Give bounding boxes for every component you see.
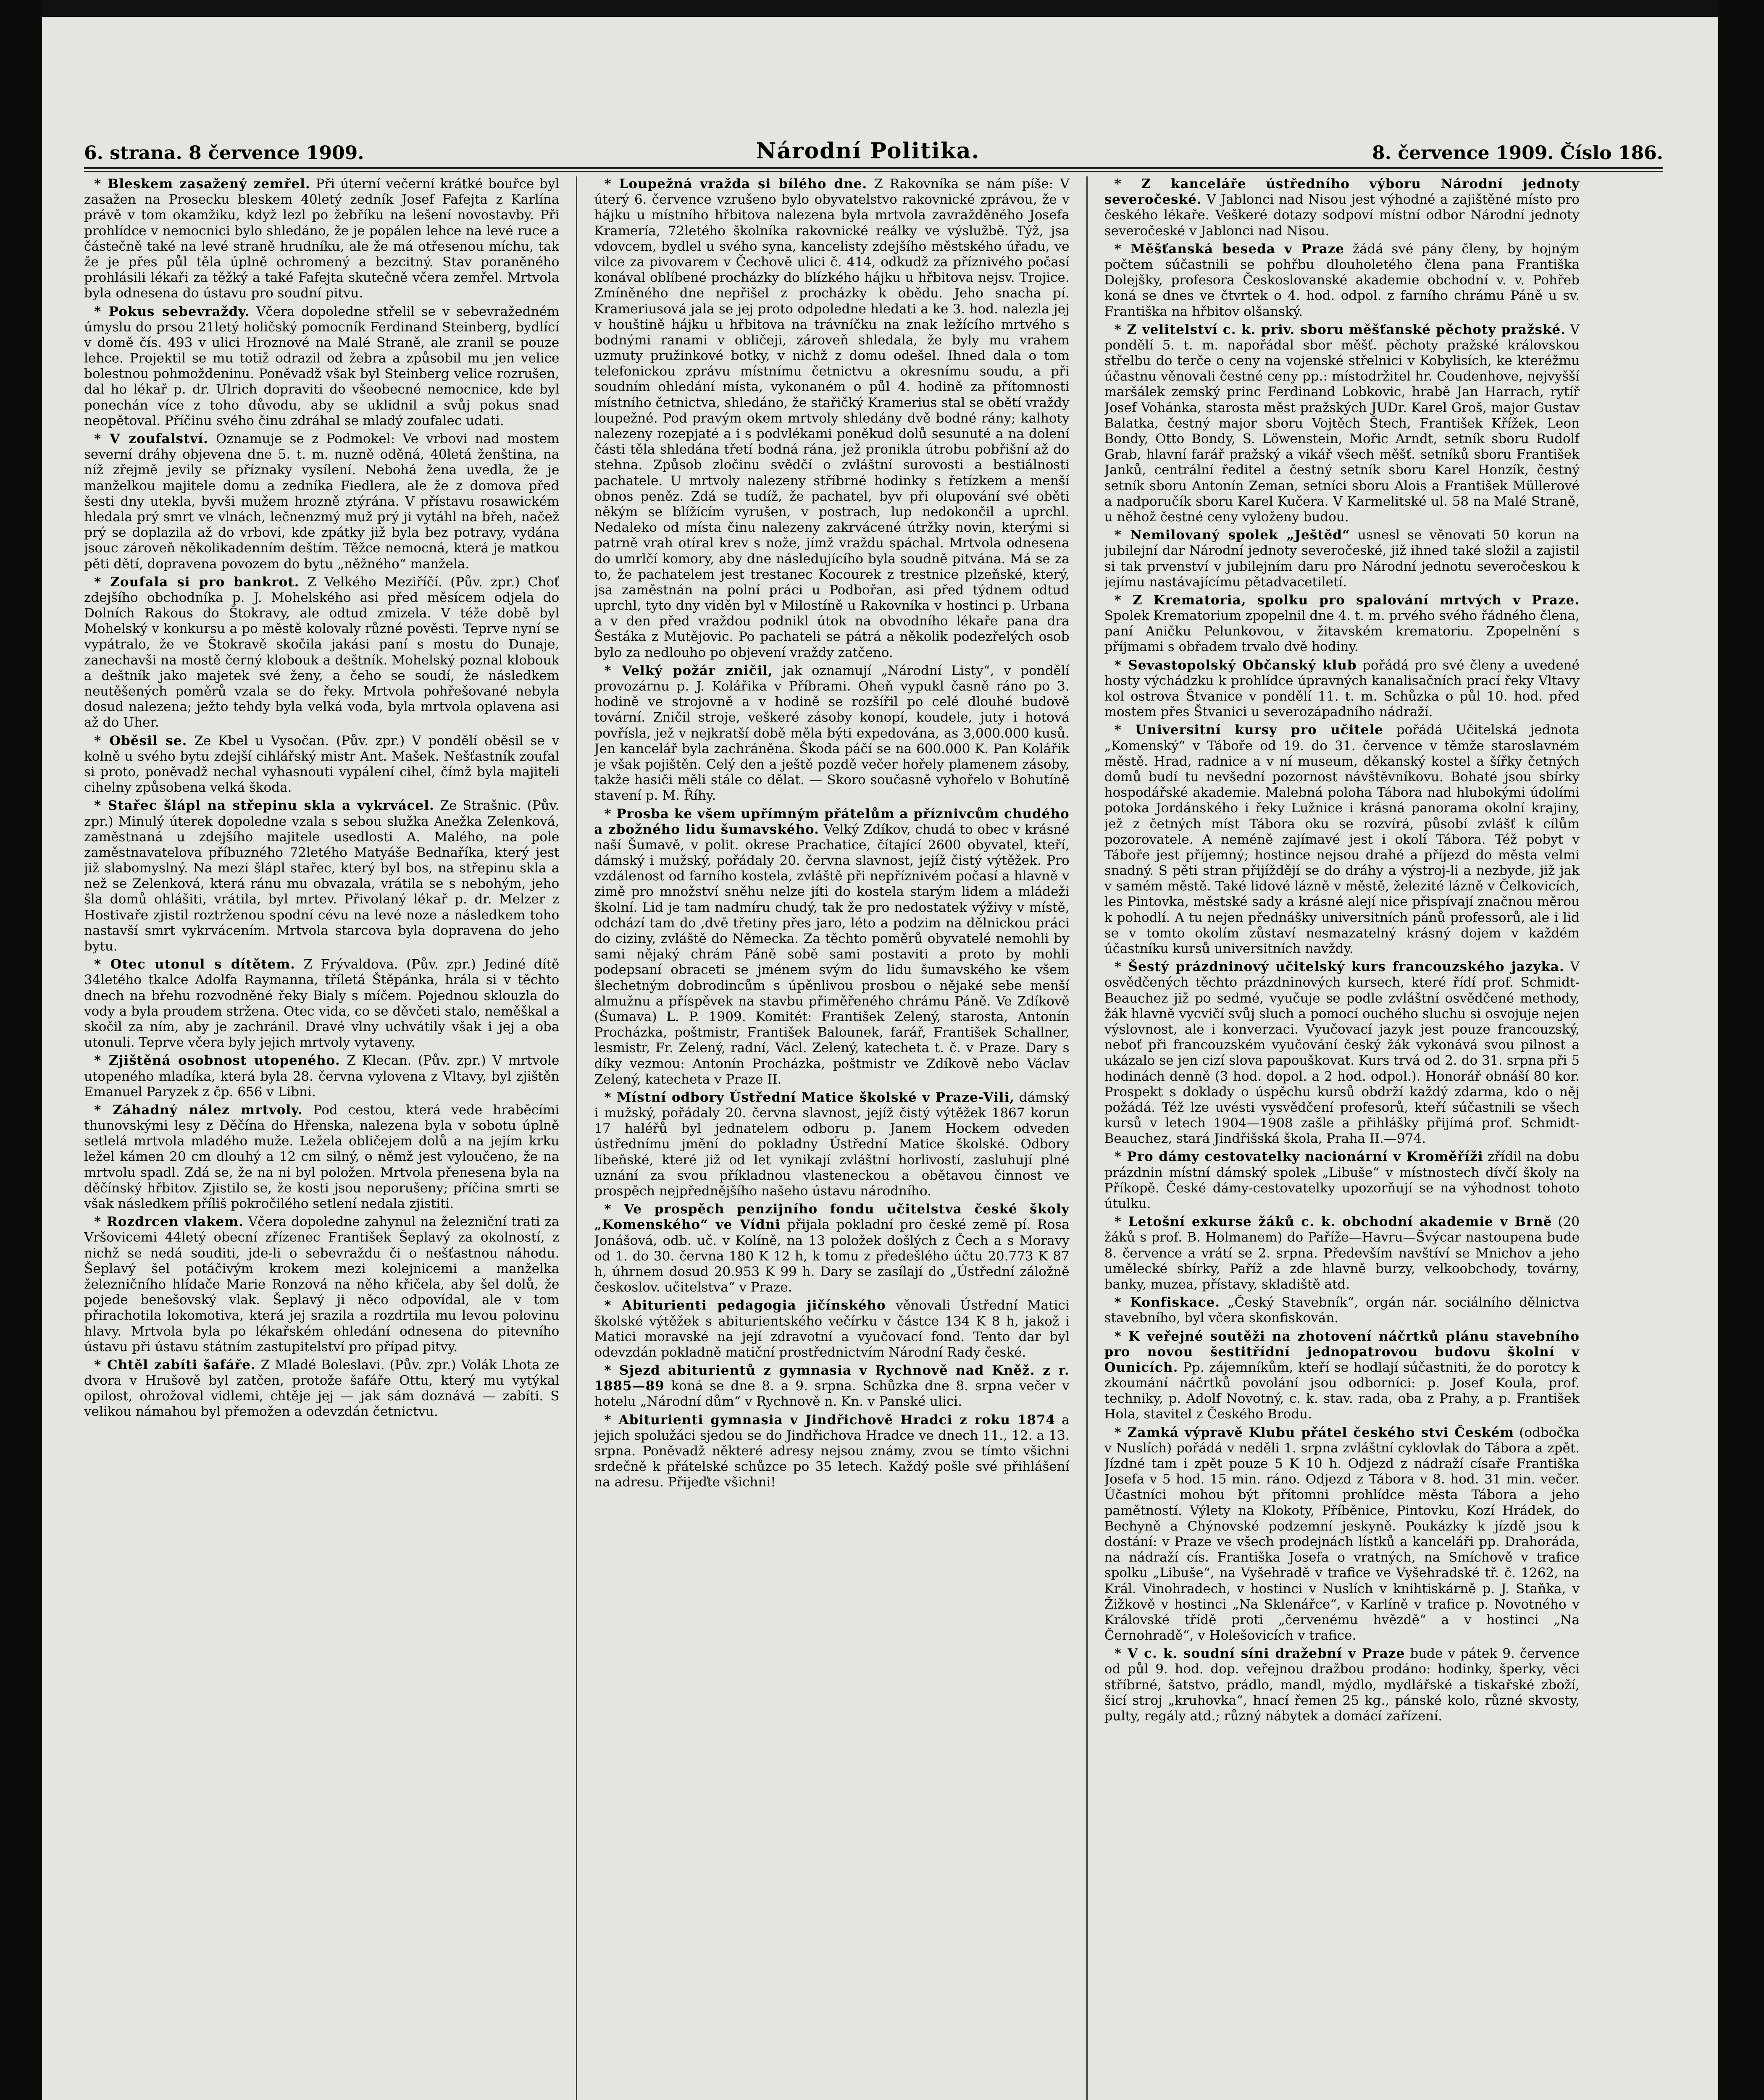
article-paragraph (1104, 658, 1580, 720)
article-body: V pondělí 5. t. m. napořádal sbor měšť. pěchoty pražské královskou střelbu do terče o ceny na vojenské střelnici v Kobylisích, ke kteréžmu účastnu věnovali čestné ceny pp.: místodržitel hr. Coudenhove, nejvyšší maršálek zemský princ Ferdinand Lobkovic, hrabě Jan Harrach, rytíř Josef Vohánka, starosta měst pražských JUDr. Karel Groš, major Gustav Balatka, čestný major sboru Vojtěch Štech, František Křížek, Leon Bondy, Otto Bondy, S. Löwenstein, Mořic Arndt, setník sboru Rudolf Grab, hlavní farář pražský a vikář všech měšť. setníků sboru František Janků, centrální ředitel a čestný setník sboru Karel Honzík, čestný setník sboru Antonín Zeman, setníci sboru Alois a František Müllerové a nadporučík sboru Karel Kučera. V Karmelitské ul. 58 na Malé Straně, u něhož čestné ceny vyloženy budou. (1104, 322, 1580, 525)
article-headline: * Ve prospěch penzijního fondu učitelstva české školy „Komenského“ ve Vídni (594, 1202, 1070, 1233)
article-body: Ze Strašnic. (Pův. zpr.) Minulý úterek dopoledne vzala s sebou služka Anežka Zelenková, zaměstnaná u zdejšího majitele usedlosti A. Malého, na pole zaměstnavatelova příbuzného 72letého Matyáše Bednaříka, který jest již slabomyslný. Na mezi šlápl stařec, který byl bos, na střepinu skla a než se Zelenková, která ránu mu obvazala, vrátila se s nebohým, jeho šla domů ohlášiti, vrátila, byl mrtev. Přivolaný lékař p. dr. Melzer z Hostivaře zjistil roztrženou spodní cévu na levé noze a následkem toho nastavší smrt vykrvácením. Mrtvola starcova byla dopravena do jeho bytu. (84, 798, 560, 954)
article-headline: * Prosba ke všem upřímným přátelům a příznivcům chudého a zbožného lidu šumavského. (594, 806, 1070, 837)
article-paragraph (594, 176, 1069, 661)
article-headline: * Velký požár zničil, (604, 663, 773, 678)
article-body: Z Velkého Meziříčí. (Pův. zpr.) Choť zdejšího obchodníka p. J. Mohelského asi před měsícem odjela do Dolních Rakous do Štokravy, ale odtud zmizela. V téže době byl Mohelský v konkursu a po městě kolovaly různé pověsti. Teprve nyní se vypátralo, že ve Štokravě skočila jakási paní s mostu do Dunaje, zanechavši na mostě černý klobouk a deštník. Mohelský poznal klobouk a deštník jako majetek své ženy, a čeho se soudí, že následkem neutěšených poměrů vzala se do řeky. Mrtvola pohřešované nebyla dosud nalezena; ježto tehdy byla velká voda, byla mrtvola oplavena asi až do Uher. (84, 574, 560, 730)
article-body: věnovali Ústřední Matici školské výtěžek s abiturientského večírku v částce 134 K 8 h, jakož i Matici moravské na její zdravotní a vyučovací fond. Tento dar byl odevzdán pokladně matiční prostřednictvím Národní Rady české. (594, 1298, 1070, 1360)
article-body: (odbočka v Nuslích) pořádá v neděli 1. srpna zvláštní cyklovlak do Tábora a zpět. Jízdné tam i zpět pouze 5 K 10 h. Odjezd z nádraží císaře Františka Josefa v 5 hod. 15 min. ráno. Odjezd z Tábora v 8. hod. 31 min. večer. Účastníci mohou být přítomni prohlídce města Tábora a jeho pamětností. Výlety na Klokoty, Příběnice, Pintovku, Kozí Hrádek, do Bechyně a Chýnovské podzemní jeskyně. Poukázky k jízdě jsou k dostání: v Praze ve všech prodejnách lístků a kanceláři pp. Drahoráda, na nádraží cís. Františka Josefa o vratných, na Smíchově v trafice spolku „Libuše“, na Vyšehradě v trafice ve Vyšehradské tř. č. 1262, na Král. Vinohradech, v hostinci v Nuslích v knihtiskárně p. J. Staňka, v Žižkově v hostinci „Na Sklenářce“, v Karlíně v trafice p. Novotného v Královské třídě proti „červenému hvězdě“ a v hostinci „Na Černohradě“, v Holešovicích v trafice. (1104, 1425, 1580, 1643)
article-headline: * Z Krematoria, spolku pro spalování mrtvých v Praze. (1114, 592, 1580, 608)
article-body: pořádá Učitelská jednota „Komenský“ v Táboře od 19. do 31. července v těmže staroslavném městě. Hrad, radnice a v ní museum, děkanský kostel a šířky četných domů budí tu nevšední pozornost návštěvníkovu. Bohaté jsou sbírky hospodářské akademie. Malebná poloha Tábora nad hlubokými údolími potoka Jordánského i řeky Lužnice i krásná panorama okolní krajiny, jež z četných míst Tábora oku se rozvírá, působí zvlášť k cílům pozorovatele. A neméně zajímavé jest i okolí Tábora. Též pobyt v Táboře jest příjemný; hostince nejsou drahé a příjezd do města velmi snadný. S pěti stran přijíždějí se do dráhy a výstroj-li a nezbyde, již jak v samém městě. Také lidové lázně v městě, železité lázně v Čelkovicích, les Pintovka, městské sady a krásné alejí nice přispívají značnou měrou k pohodlí. A tu nejen přednášky universitních pánů professorů, ale i lid se v tomto okolím zůstaví nesmazatelný krásný dojem v každém účastníku kursů universitních navždy. (1104, 722, 1580, 956)
article-paragraph (84, 798, 559, 954)
article-paragraph (1104, 1295, 1580, 1326)
article-headline: * Oběsil se. (94, 733, 187, 748)
article-headline: * Pokus sebevraždy. (94, 304, 250, 319)
article-paragraph (1104, 1214, 1580, 1292)
article-body: Pod cestou, která vede hraběcími thunovskými lesy z Děčína do Hřenska, nalezena byla v sobotu úplně setlelá mrtvola mladého muže. Ležela obličejem dolů a na jejím krku ležel kámen 20 cm dlouhý a 12 cm silný, o němž jest vyloučeno, že na mrtvolu spadl. Zdá se, že na ni byl položen. Mrtvola přenesena byla na děčínský hřbitov. Zjistilo se, že kosti jsou neporušeny; příčina smrti se však následkem příliš pokročilého setlení nedala zjistiti. (84, 1102, 560, 1211)
article-headline: * Abiturienti gymnasia v Jindřichově Hradci z roku 1874 (604, 1412, 1056, 1428)
article-headline: * Zamká výpravě Klubu přátel českého stvi Českém (1114, 1425, 1514, 1440)
article-body: přijala pokladní pro české země pí. Rosa Jonášová, odb. uč. v Kolíně, na 13 položek došlých z Čech a s Moravy od 1. do 30. června 180 K 12 h, k tomu z předešlého účtu 20.773 K 87 h, úhrnem dosud 20.953 K 99 h. Dary se zasílají do „Ústřední záložně českoslov. učitelstva“ v Praze. (594, 1217, 1070, 1295)
article-headline: * Nemilovaný spolek „Ještěd“ (1114, 528, 1350, 543)
article-paragraph (594, 1298, 1069, 1360)
column-3 (1104, 176, 1580, 2100)
article-paragraph (84, 957, 559, 1050)
article-paragraph (594, 1090, 1069, 1199)
article-headline: * Universitní kursy pro učitele (1114, 722, 1384, 738)
masthead-title: Národní Politika. (756, 138, 980, 164)
article-headline: * Stařec šlápl na střepinu skla a vykrvácel. (94, 798, 434, 814)
article-body: usnesl se věnovati 50 korun na jubilejní dar Národní jednoty severočeské, již ihned také složil a zajistil si tak prvenství v jubilejním daru pro Národní jednotu severočeskou k jejímu nastávajícímu pětadvacetiletí. (1104, 528, 1580, 590)
article-paragraph (84, 575, 559, 731)
article-body: Oznamuje se z Podmokel: Ve vrbovi nad mostem severní dráhy objevena dne 5. t. m. nuzně oděná, 40letá ženština, na níž zřejmě jevily se příznaky vysílení. Nebohá žena uvedla, že je manželkou majitele domu a zedníka Fiedlera, ale že z domova před šesti dny utekla, byvši mužem hrozně ztýrána. V přístavu rosawickém hledala prý smrt ve vlnách, lečnenzmý muž prý ji vytáhl na břeh, načež prý se doplazila až do vrbovi, kde zpátky již byla bez potravy, vydána jsouc zároveň několikadenním deštím. Těžce nemocná, která je matkou pěti dětí, dopravena povozem do bytu „něžného“ manžela. (84, 431, 560, 572)
article-headline: * Chtěl zabíti šafáře. (94, 1357, 256, 1373)
header-right: 8. července 1909. Číslo 186. (1372, 142, 1663, 164)
article-headline: * Z velitelství c. k. priv. sboru měšťanské pěchoty pražské. (1114, 322, 1566, 337)
article-body: Z Frývaldova. (Pův. zpr.) Jediné dítě 34letého tkalce Adolfa Raymanna, tříletá Štěpánka, hrála si v těchto dnech na břehu rozvodněné řeky Bialy s míčem. Pojednou sklouzla do vody a byla proudem stržena. Otec vida, co se děvčeti stalo, neměškal a skočil za ním, aby je zachránil. Dravé vlny uchvátily však i jej a oba utonuli. Teprve včera byly jejich mrtvoly vytaveny. (84, 957, 560, 1050)
article-headline: * V zoufalství. (94, 431, 208, 446)
article-body: koná se dne 8. a 9. srpna. Schůzka dne 8. srpna večer v hotelu „Národní dům“ v Rychnově n. Kn. v Panské ulici. (594, 1378, 1070, 1410)
article-paragraph (84, 1214, 559, 1355)
article-body: a jejich spolužáci sjedou se do Jindřichova Hradce ve dnech 11., 12. a 13. srpna. Poněvadž některé adresy nejsou známy, zvou se tímto všichni srdečně k přátelské schůzce po 35 letech. Každý pošle své přihlášení na adresu. Přijeďte všichni! (594, 1412, 1070, 1490)
article-body: V osvědčených těchto prázdninových kursech, které řídí prof. Schmidt-Beauchez již po sedmé, vyučuje se podle zvláštní osvědčené methody, žák hlavně vycvičí svůj sluch a pomocí ouchého sluchu si osvojuje nejen výslovnost, ale i konverzaci. Vyučovací jazyk jest pouze francouzský, neboť při francouzském vyučování český žák vykonává svou pilnost a ukázalo se jen cizí slova papouškovat. Kurs trvá od 2. do 31. srpna při 5 hodinách denně (3 hod. dopol. a 2 hod. odpol.). Honorář obnáší 80 kor. Prospekt s doklady o úspěchu kursů obdrží každý zdarma, kdo o něj požádá. Též lze uvésti vysvědčení profesorů, kteří súčastnili se všech kursů v letech 1904—1908 zašle a přihlášky přijímá prof. Schmidt-Beauchez, stará Jindřišská škola, Praha II.—974. (1104, 959, 1580, 1147)
article-headline: * Loupežná vražda si bílého dne. (604, 176, 868, 192)
article-paragraph (84, 733, 559, 796)
article-paragraph (594, 663, 1069, 804)
article-body: „Český Stavebník“, orgán nár. sociálního dělnictva stavebního, byl včera skonfiskován. (1104, 1295, 1580, 1326)
article-paragraph (84, 1102, 559, 1212)
article-body: žádá své pány členy, by hojným počtem súčastnili se pohřbu dlouholetého člena pana Františka Dolejšky, profesora Českoslovanské akademie obchodní v. v. Pohřeb koná se dnes ve čtvrtek o 4. hod. odpol. z farního chrámu Páně u sv. Františka na hřbitov olšanský. (1104, 241, 1580, 319)
article-body: pořádá pro své členy a uvedené hosty výchádzku k prohlídce úpravných kanalisačních prací řeky Vltavy kol ostrova Štvanice v pondělí 11. t. m. Schůzka o půl 10. hod. před mostem přes Štvanici u severozápadního nádraží. (1104, 657, 1580, 720)
article-paragraph (84, 431, 559, 572)
article-headline: * Zoufala si pro bankrot. (94, 574, 300, 590)
article-body: zřídil na dobu prázdnin místní dámský spolek „Libuše“ v místnostech dívčí školy na Příkopě. České dámy-cestovatelky upozorňují se na výhodnost tohoto útulku. (1104, 1149, 1580, 1211)
article-body: Včera dopoledne zahynul na železniční trati za Vršovicemi 44letý obecní zřízenec František Šeplavý za okolností, z nichž se nedá souditi, jde-li o sebevraždu či o nešťastnou náhodu. Šeplavý šel potáčivým krokem mezi kolejnicemi a manželka železničního hlídače Marie Ronzová na něho křičela, aby šel dolů, že pojede benešovský vlak. Šeplavý ji něco odpovídal, ale v tom přirachotila lokomotiva, která jej srazila a rozdrtila mu levou polovinu hlavy. Mrtvola byla po lékařském ohledání odnesena do pitevního ústavu při ústavu státním zastupitelství pro případ pitvy. (84, 1214, 560, 1354)
article-body: Ze Kbel u Vysočan. (Pův. zpr.) V pondělí oběsil se v kolně u svého bytu zdejší cihlářský mistr Ant. Mašek. Nešťastník zoufal si proto, poněvadž nechal vyhasnouti vypálení cihel, čímž byla majiteli cihelny způsobena velká škoda. (84, 733, 560, 795)
article-body: dámský i mužský, pořádaly 20. června slavnost, jejíž čistý výtěžek 1867 korun 17 haléřů byl jednatelem odboru p. Janem Hockem odveden ústřednímu jmění do pokladny Ústřední Matice školské. Odbory libeňské, které již od let vynikají zvláštní horlivostí, zasluhují plné uznání za svou příkladnou vlasteneckou a obětavou činnost ve prospěch nejpřednějšího našeho ústavu národního. (594, 1089, 1070, 1199)
article-headline: * V c. k. soudní síni dražební v Praze (1114, 1646, 1405, 1662)
article-paragraph (594, 1363, 1069, 1410)
article-headline: * Měšťanská beseda v Praze (1114, 241, 1345, 257)
article-paragraph (1104, 1425, 1580, 1644)
header-left: 6. strana. 8 července 1909. (84, 142, 364, 164)
column-1 (84, 176, 559, 2100)
article-headline: * Záhadný nález mrtvoly. (94, 1102, 303, 1118)
article-headline: * K veřejné soutěži na zhotovení náčrtků plánu stavebního pro novou šestitřídní jednopatrovou budovu školní v Ounicích. (1104, 1328, 1580, 1375)
article-headline: * Zjištěná osobnost utopeného. (94, 1053, 340, 1068)
page-header (84, 126, 1663, 164)
article-paragraph (84, 1357, 559, 1420)
article-body: Velký Zdíkov, chudá to obec v krásné naší Šumavě, v polit. okrese Prachatice, čítající 2600 obyvatel, kteří, dámský i mužský, pořádaly 20. června slavnost, jejíž čistý výtěžek. Pro vzdálenost od farního kostela, zvláště při nepříznivém počasí a hlavně v zimě pro množství sněhu nelze jíti do kostela starým lidem a mládeži školní. Lid je tam nadmíru chudý, tak že pro nedostatek výživy v místě, odchází tam do ,dvě třetiny přes jaro, léto a podzim na dělnickou práci do ciziny, zvláště do Německa. Za těchto poměrů obyvatelé nemohli by sami nějaký chrám Páně sobě sami postaviti a proto by mohli podepsaní obraceti se jménem svým do lidu šumavského ke všem šlechetným dobrodincům s úpěnlivou prosbou o nějaké sebe menší almužnu a příspěvek na stavbu přiměřeného chrámu Páně. Ve Zdíkově (Šumava) L. P. 1909. Komitét: František Zelený, starosta, Antonín Procházka, poštmistr, František Balounek, farář, František Schallner, lesmistr, Fr. Zelený, radní, Václ. Zelený, katecheta t. č. v Praze. Dary s díky vezmou: Antonín Procházka, poštmistr ve Zdíkově nebo Václav Zelený, katecheta v Praze II. (594, 822, 1070, 1087)
article-paragraph (1104, 176, 1580, 239)
column-2 (594, 176, 1069, 2100)
article-paragraph (1104, 528, 1580, 590)
article-paragraph (1104, 593, 1580, 655)
article-headline: * Otec utonul s dítětem. (94, 957, 295, 972)
article-paragraph (594, 1412, 1069, 1491)
article-paragraph (1104, 1646, 1580, 1724)
article-body: bude v pátek 9. července od půl 9. hod. dop. veřejnou dražbou prodáno: hodinky, šperky, věci stříbrné, šatstvo, prádlo, mandl, mýdlo, mydlářské a tiskařské zboží, šicí stroj „kruhovka“, hnací řemen 25 kg., pánské kolo, různé skvosty, pulty, regály atd.; různý nábytek a domácí zařízení. (1104, 1646, 1580, 1724)
article-paragraph (1104, 322, 1580, 525)
article-paragraph (84, 176, 559, 302)
article-body: Pp. zájemníkům, kteří se hodlají súčastniti, že do porotcy k zkoumání náčrtků povolání jsou odborníci: p. Josef Koula, prof. techniky, p. Adolf Novotný, c. k. stav. rada, oba z Prahy, a p. František Hola, stavitel z Českého Brodu. (1104, 1360, 1580, 1422)
article-body: V Jablonci nad Nisou jest výhodné a zajištěné místo pro českého lékaře. Veškeré dotazy sodpoví místní odbor Národní jednoty severočeské v Jablonci nad Nisou. (1104, 192, 1580, 239)
column-divider (576, 176, 577, 2100)
article-headline: * Šestý prázdninový učitelský kurs francouzského jazyka. (1114, 959, 1564, 975)
article-body: jak oznamují „Národní Listy“, v pondělí provozárnu p. J. Kolářika v Příbrami. Oheň vypukl časně ráno po 3. hodině ve strojovně a v hodině se rozšířil po celé dlouhé budově tovární. Zničil stroje, veškeré zásoby konopí, koudele, juty i hotová povřísla, jež v nejkratší době měla býti expedována, as 3,000.000 kusů. Jen kancelář byla zachráněna. Škoda páčí se na 600.000 K. Pan Kolářik je však pojištěn. Celý den a ještě pozdě večer hořely plamenem zásoby, takže hasiči měli stále co dělat. — Skoro současně vyhořelo v Bohutíně stavení p. M. Říhy. (594, 663, 1070, 803)
article-headline: * Abiturienti pedagogia jičínského (604, 1298, 886, 1313)
article-body: Při úterní večerní krátké bouřce byl zasažen na Prosecku bleskem 40letý zedník Josef Fafejta z Karlína právě v tom okamžiku, když lezl po žebříku na lešení novostavby. Při prohlídce v nemocnici bylo shledáno, že je popálen lehce na levé ruce a částečně také na levé straně hrudníku, ale že má otřesenou míchu, tak že je přes půl těla úplně ochromený a bezcitný. Stav poraněného prohlásili lékaři za těžký a také Fafejta skutečně včera zemřel. Mrtvola byla odnesena do ústavu pro soudní pitvu. (84, 176, 560, 301)
article-body: Z Klecan. (Pův. zpr.) V mrtvole utopeného mladíka, která byla 28. června vylovena z Vltavy, byl zjištěn Emanuel Paryzek z čp. 656 v Libni. (84, 1053, 560, 1100)
article-paragraph (594, 1202, 1069, 1295)
article-body: Spolek Krematorium zpopelnil dne 4. t. m. prvého svého řádného člena, paní Aničku Pelunkovou, v žitavském krematoriu. Zpopelnění s příjmami s obřadem trvalo dvě hodiny. (1104, 608, 1580, 655)
article-headline: * Sjezd abiturientů z gymnasia v Rychnově nad Kněž. z r. 1885—89 (594, 1363, 1070, 1394)
article-headline: * Sevastopolský Občanský klub (1114, 657, 1357, 673)
article-headline: * Místní odbory Ústřední Matice školské v Praze-Vili, (604, 1089, 1015, 1105)
article-headline: * Z kanceláře ústředního výboru Národní jednoty severočeské. (1104, 176, 1580, 207)
article-paragraph (84, 1053, 559, 1100)
article-body: (20 žáků s prof. B. Holmanem) do Paříže—Havru—Švýcar nastoupena bude 8. července a vrátí se 2. srpna. Především navštíví se Mnichov a jeho umělecké sbírky, Paříž a zde hlavně burzy, velkoobchody, továrny, banky, muzea, přístavy, skladiště atd. (1104, 1214, 1580, 1292)
article-body: Z Mladé Boleslavi. (Pův. zpr.) Volák Lhota ze dvora v Hrušově byl zatčen, protože šafáře Ottu, který mu vytýkal opilost, ohrožoval vidlemi, chtěje jej — jak sám doznává — zabíti. S velikou námahou byl přemožen a odevzdán četnictvu. (84, 1357, 560, 1420)
article-body: Včera dopoledne střelil se v sebevražedném úmyslu do prsou 21letý holičský pomocník Ferdinand Steinberg, bydlící v domě čís. 493 v ulici Hroznové na Malé Straně, ale zranil se pouze lehce. Projektil se mu totiž odrazil od žebra a způsobil mu jen velice bolestnou pohmoždeninu. Poněvadž však byl Steinberg velice rozrušen, dal ho lékař p. dr. Ulrich dopraviti do všeobecné nemocnice, kde byl ponechán více z toho důvodu, aby se uklidnil a svůj pokus snad neopětoval. Příčinu svého činu zdráhal se mladý zoufalec udati. (84, 304, 560, 428)
column-divider (1086, 176, 1088, 2100)
scan-border-left (0, 0, 42, 2100)
article-paragraph (594, 806, 1069, 1087)
article-headline: * Konfiskace. (1114, 1295, 1220, 1310)
article-body: Z Rakovníka se nám píše: V úterý 6. července vzrušeno bylo obyvatelstvo rakovnické zprávou, že v hájku u místního hřbitova nalezena byla mrtvola zavražděného Josefa Kramería, 72letého školníka rakovnické reálky ve výslužbě. Týž, jsa vdovcem, bydlel u svého syna, kancelisty zdejšího městského úřadu, ve vilce za pivovarem v Čechově ulici č. 414, odkudž za příznivého počasí konával oblíbené procházky do blízkého hájku u hřbitova nejsv. Trojice. Zmíněného dne nepřišel z procházky k obědu. Jeho snacha pí. Krameriusová jala se jej proto odpoledne hledati a ke 3. hod. nalezla jej v houštině hájku u hřbitova na trávníčku na znak ležícího mrtvého s bodnými ranami v obličeji, zároveň shledala, že byly mu vrahem uzmuty pružinkové botky, v nichž z domu odešel. Ihned dala o tom telefonickou zprávu místnímu četnictvu a okresnímu soudu, a při soudním ohledání místa, vykonaném o půl 4. hodině za přítomnosti místního četnictva, shledáno, že stařičký Kramerius stal se obětí vraždy loupežné. Pod pravým okem mrtvoly shledány dvě bodné rány; kalhoty nalezeny rozepjaté a i s podvlékami poněkud dolů sesunuté a na dolení části těla shledána třetí bodná rána, jež pronikla útrobu pobřišní až do stehna. Způsob zločinu svědčí o zvláštní surovosti a bestiálnosti pachatele. U mrtvoly nalezeny stříbrné hodinky s řetízkem a menší obnos peněz. Zdá se tudíž, že pachatel, byv při olupování své oběti někým se blížícím vyrušen, v postrach, lup nedokončil a uprchl. Nedaleko od místa činu nalezeny zakrvácené útržky novin, kterými si patrně vrah otíral krev s nože, jímž vraždu spáchal. Mrtvola odnesena do umrlčí komory, aby dne následujícího byla soudně pitvána. Má se za to, že pachatelem jest trestanec Kocourek z trestnice plzeňské, který, jsa zaměstnán na polní práci u Podbořan, asi před týdnem odtud uprchl, tyto dny viděn byl v Milostíně u Rakovníka v hostinci p. Urbana a v den před vraždou podnikl útok na obvodního lékaře pana dra Šestáka z Mutějovic. Po pachateli se pátrá a několik podezřelých osob bylo za nedlouho po objevení vraždy zatčeno. (594, 176, 1070, 660)
article-paragraph (84, 304, 559, 429)
scan-border-right (1718, 0, 1764, 2100)
article-headline: * Bleskem zasažený zemřel. (94, 176, 310, 192)
article-paragraph (1104, 722, 1580, 957)
article-paragraph (1104, 1329, 1580, 1423)
header-rule (84, 167, 1663, 169)
article-headline: * Rozdrcen vlakem. (94, 1214, 244, 1230)
header-rule-thin (84, 171, 1663, 172)
article-columns (84, 176, 1580, 2100)
article-paragraph (1104, 1149, 1580, 1212)
article-paragraph (1104, 959, 1580, 1147)
article-headline: * Pro dámy cestovatelky nacionární v Kroměříži (1114, 1149, 1483, 1165)
article-headline: * Letošní exkurse žáků c. k. obchodní akademie v Brně (1114, 1214, 1552, 1230)
article-paragraph (1104, 242, 1580, 320)
